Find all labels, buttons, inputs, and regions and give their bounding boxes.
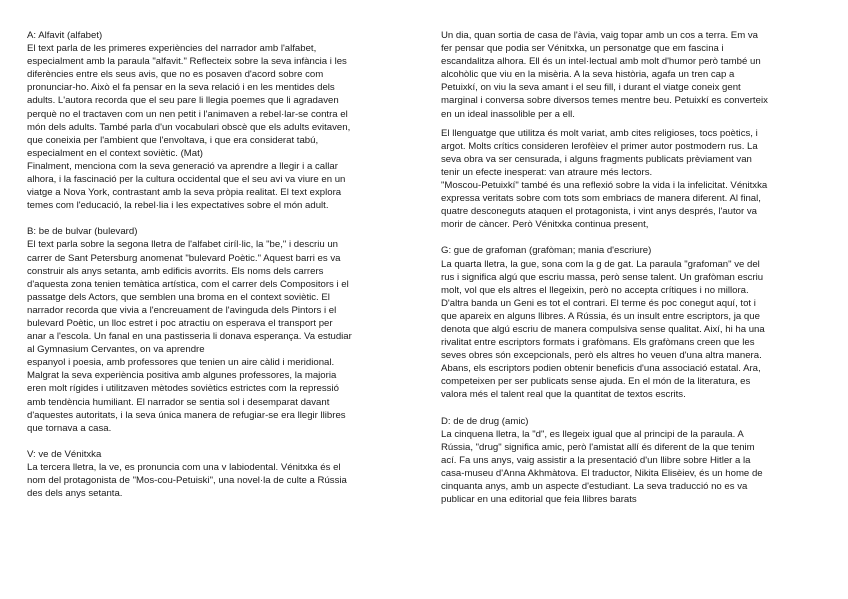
section-a-alfavit bbox=[27, 29, 389, 212]
section-d-drug bbox=[441, 415, 811, 507]
left-column bbox=[27, 29, 389, 511]
section-heading: B: be de bulvar (bulevard) bbox=[27, 226, 138, 238]
section-paragraph: El llenguatge que utilitza és molt variat, amb cites religioses, tocs poètics, i argot. Molts crítics consideren Ierofèiev el primer autor postmodern rus. La seva obra va ser censurada, i alguns fragments publicats prèviament van tenir un efecte inesperat: van atraure més lectors. "Moscou-Petuixkí" també és una reflexió sobre la vida i la infelicitat. Vénitxka expressa veritats sobre com tots som embriacs de manera diferent. Al final, quatre desconeguts ataquen el protagonista, i vint anys després, l'autor va morir de càncer. Però Vénitxka continua present, bbox=[441, 127, 768, 231]
section-paragraph: Un dia, quan sortia de casa de l'àvia, vaig topar amb un cos a terra. Em va fer pensar que podia ser Vénitxka, un personatge que em fascina i escandalitza alhora. Ell és un intel·lectual amb molt d'humor però també un alcohòlic que viu en la misèria. A la seva història, agafa un tren cap a Petuixkí, on viu la seva amant i el seu fill, i durant el viatge coneix gent marginal i conversa sobre diversos temes mentre beu. Petuixkí es converteix en un ideal inassolible per a ell. bbox=[441, 30, 768, 120]
section-g-grafoman bbox=[441, 244, 811, 401]
section-heading: D: de de drug (amic) bbox=[441, 415, 529, 427]
section-paragraph: El text parla de les primeres experiències del narrador amb l'alfabet, especialment amb la paraula "alfavit." Reflecteix sobre la seva infància i les diferències entre els seus avis, que no es posaven d'acord sobre com pronunciar-ho. Això el fa pensar en la seva relació i en les mentides dels adults. L'autora recorda que el seu pare li llegia poemes que li agradaven perquè no el tractaven com un nen petit i l'animaven a rebel·lar-se contra el món dels adults. També parla d'un vocabulari obscè que els adults evitaven, que coneixia per l'ambient que l'envoltava, i que era considerat tabú, especialment en el context soviètic. (Mat) Finalment, menciona com la seva generació va aprendre a llegir i a callar alhora, i la fascinació per la cultura occidental que el seu avi va viure en un viatge a Nova York, contrastant amb la seva pròpia realitat. El text explora temes com l'educació, la rebel·lia i les expectatives sobre el món adult. bbox=[27, 43, 351, 212]
right-column bbox=[441, 29, 811, 517]
section-paragraph: El text parla sobre la segona lletra de l'alfabet ciríl·lic, la "be," i descriu un carrer de Sant Petersburg anomenat "bulevard Poètic." Aquest barri es va construir als anys setanta, amb edificis avorrits. Els noms dels carrers d'aquesta zona tenien temàtica artística, com el carrer dels Compositors i el passatge dels Actors, que semblen una broma en el context soviètic. El narrador recorda que vivia a l'encreuament de l'avinguda dels Pintors i el bulevard Poètic, un lloc estret i poc atractiu on esperava el transport per anar a l'escola. Un fanal en una pastisseria li donava esperança. Va estudiar al Gymnasium Cervantes, on va aprendre espanyol i poesia, amb professores que tenien un aire càlid i meridional. Malgrat la seva experiència positiva amb algunes professores, la majoria eren molt rígides i utilitzaven mètodes soviètics estrictes com la repressió amb tendència humiliant. El narrador se sentia sol i desemparat davant d'aquestes autoritats, i la seva única manera de refugiar-se era llegir llibres que tornava a casa. bbox=[27, 239, 352, 434]
section-paragraph: La tercera lletra, la ve, es pronuncia com una v labiodental. Vénitxka és el nom del protagonista de "Mos-cou-Petuiski", una novel·la de culte a Rússia des dels anys setanta. bbox=[27, 461, 347, 500]
section-heading: G: gue de grafoman (grafòman; mania d'escriure) bbox=[441, 245, 652, 257]
section-heading: V: ve de Vénitxka bbox=[27, 448, 102, 460]
section-paragraph: La cinquena lletra, la "d", es llegeix igual que al principi de la paraula. A Rússia, "drug" significa amic, però l'amistat allí és diferent de la que tenim ací. Fa uns anys, vaig assistir a la presentació d'un llibre sobre Hitler a la casa-museu d'Anna Akhmàtova. El traductor, Nikita Elisèiev, és un home de cinquanta anys, amb un aspecte d'estudiant. La seva traducció no es va publicar en una editorial que feia llibres barats bbox=[441, 428, 763, 506]
section-v-venitxka bbox=[27, 448, 389, 500]
section-b-bulvar bbox=[27, 225, 389, 435]
section-paragraph: La quarta lletra, la gue, sona com la g de gat. La paraula "grafoman" ve del rus i significa algú que escriu massa, però sense talent. Un grafòman escriu molt, vol que els altres el llegeixin, però no accepta crítiques i no millora. D'altra banda un Geni es tot el contrari. El terme és poc conegut aquí, tot i que apareix en alguns llibres. A Rússia, és un insult entre escriptors, ja que denota que algú escriu de manera compulsiva sense qualitat. Així, hi ha una rivalitat entre escriptors formats i grafòmans. Els grafòmans creen que les seves obres són excepcionals, però els altres ho veuen d'una altra manera. Abans, els escriptors podien obtenir beneficis d'una associació estatal. Ara, competeixen per ser publicats sense ajuda. En el món de la literatura, es valora més el talent real que la quantitat de textos escrits. bbox=[441, 258, 765, 401]
section-venitxka-continued bbox=[441, 29, 811, 231]
section-heading: A: Alfavit (alfabet) bbox=[27, 30, 103, 41]
